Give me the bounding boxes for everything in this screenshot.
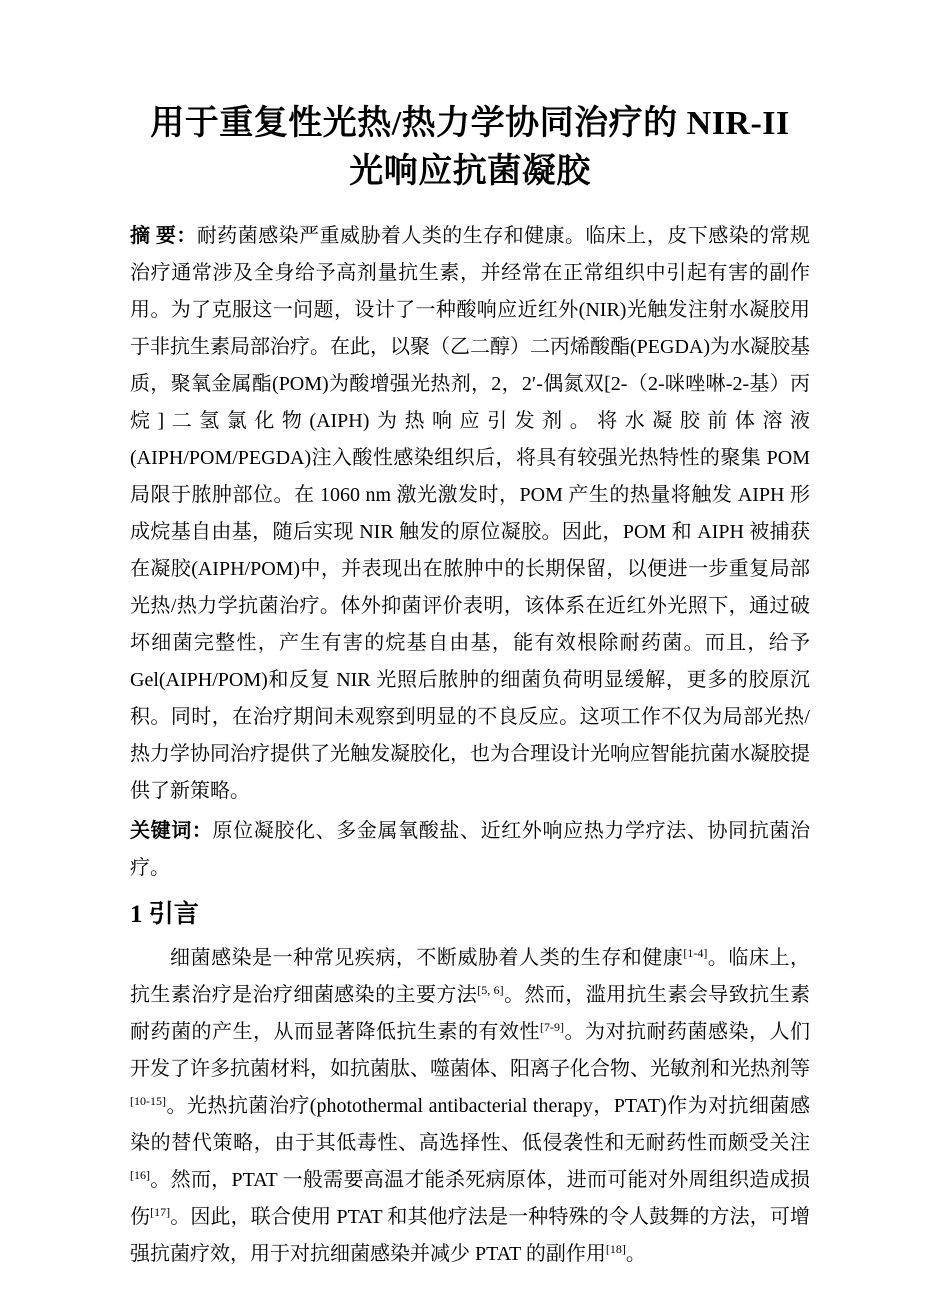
section-heading-introduction: 1 引言: [130, 901, 199, 928]
citation-reference: [16]: [130, 1168, 150, 1183]
body-text-segment: 。: [625, 1243, 646, 1265]
body-text-segment: 细菌感染是一种常见疾病，不断威胁着人类的生存和健康: [170, 947, 684, 969]
citation-reference: [18]: [605, 1242, 626, 1257]
keywords-label: 关键词：: [130, 820, 213, 842]
keywords-paragraph: [130, 813, 810, 887]
body-text-segment: 。然而，PTAT 一般需要高温才能杀死病原体，进而可能对外周组织造成损伤: [130, 1169, 810, 1228]
citation-reference: [1-4]: [683, 946, 708, 961]
abstract-label: 摘 要：: [130, 225, 197, 247]
citation-reference: [10-15]: [130, 1094, 166, 1109]
body-text-segment: 。光热抗菌治疗(photothermal antibacterial therapy，PTAT)作为对抗细菌感染的替代策略，由于其低毒性、高选择性、低侵袭性和无耐药性而颇受关注: [130, 1095, 810, 1154]
paper-title-line1: 用于重复性光热/热力学协同治疗的 NIR-II: [150, 105, 790, 142]
body-text-segment: 。然而，滥用抗生素会导致抗生素耐药菌的产生，从而显著降低抗生素的有效性: [130, 984, 811, 1043]
body-text-segment: 。为对抗耐药菌感染，人们开发了许多抗菌材料，如抗菌肽、噬菌体、阳离子化合物、光敏剂和光热剂等: [130, 1021, 810, 1080]
body-text-segment: 。临床上，抗生素治疗是治疗细菌感染的主要方法: [130, 947, 811, 1006]
citation-reference: [5, 6]: [477, 983, 504, 998]
paper-title-line2: 光响应抗菌凝胶: [349, 153, 591, 190]
paper-title: [130, 100, 810, 196]
citation-reference: [17]: [150, 1205, 171, 1220]
citation-reference: [7-9]: [540, 1020, 564, 1035]
abstract-text: 耐药菌感染严重威胁着人类的生存和健康。临床上，皮下感染的常规治疗通常涉及全身给予高剂量抗生素，并经常在正常组织中引起有害的副作用。为了克服这一问题，设计了一种酸响应近红外(NIR)光触发注射水凝胶用于非抗生素局部治疗。在此，以聚（乙二醇）二丙烯酸酯(PEGDA)为水凝胶基质，聚氧金属酯(POM)为酸增强光热剂，2，2′-偶氮双[2-（2-咪唑啉-2-基）丙烷]二氢氯化物(AIPH)为热响应引发剂。将水凝胶前体溶液(AIPH/POM/PEGDA)注入酸性感染组织后，将具有较强光热特性的聚集 POM 局限于脓肿部位。在 1060 nm 激光激发时，POM 产生的热量将触发 AIPH 形成烷基自由基，随后实现 NIR 触发的原位凝胶。因此，POM 和 AIPH 被捕获在凝胶(AIPH/POM)中，并表现出在脓肿中的长期保留，以便进一步重复局部光热/热力学抗菌治疗。体外抑菌评价表明，该体系在近红外光照下，通过破坏细菌完整性，产生有害的烷基自由基，能有效根除耐药菌。而且，给予 Gel(AIPH/POM)和反复 NIR 光照后脓肿的细菌负荷明显缓解，更多的胶原沉积。同时，在治疗期间未观察到明显的不良反应。这项工作不仅为局部光热/热力学协同治疗提供了光触发凝胶化，也为合理设计光响应智能抗菌水凝胶提供了新策略。: [130, 225, 811, 802]
abstract-paragraph: [130, 218, 810, 810]
body-text-segment: 。因此，联合使用 PTAT 和其他疗法是一种特殊的令人鼓舞的方法，可增强抗菌疗效，用于对抗细菌感染并减少 PTAT 的副作用: [130, 1206, 811, 1265]
keywords-text: 原位凝胶化、多金属氧酸盐、近红外响应热力学疗法、协同抗菌治疗。: [130, 820, 810, 879]
introduction-paragraph: [130, 940, 810, 1273]
